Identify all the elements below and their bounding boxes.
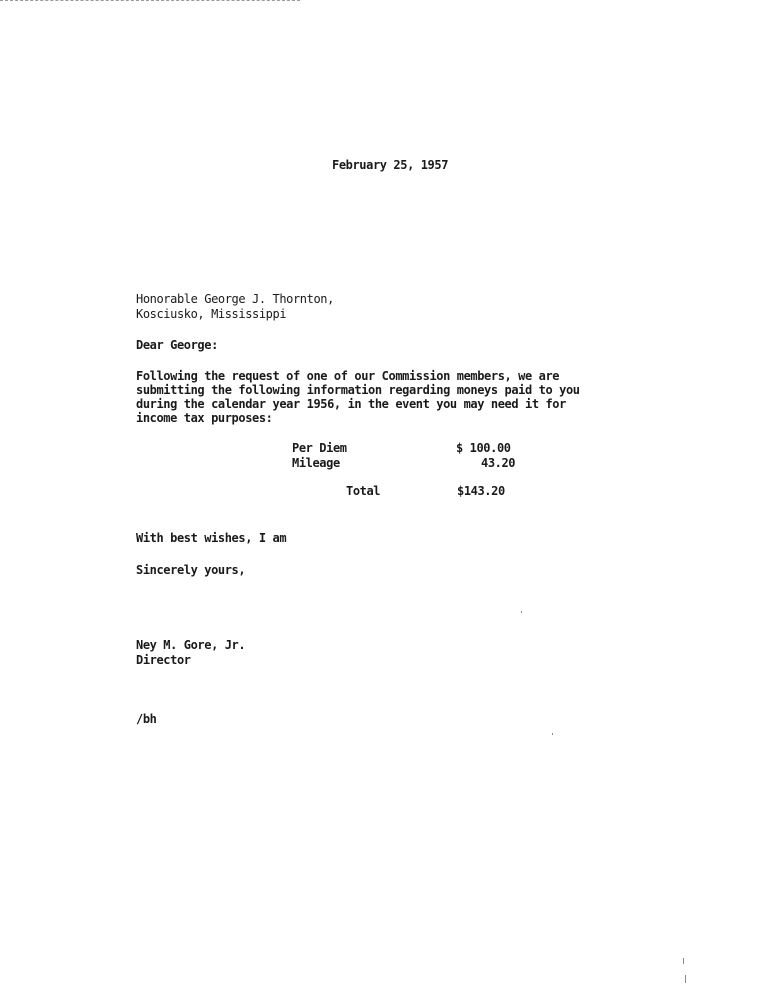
per-diem-value: $ 100.00	[456, 441, 511, 455]
signatory-name: Ney M. Gore, Jr.	[136, 638, 246, 652]
body-line: during the calendar year 1956, in the event you may need it for	[136, 397, 566, 411]
mileage-value: 43.20	[481, 456, 516, 470]
body-line: submitting the following information regarding moneys paid to you	[136, 383, 580, 397]
reference-initials: /bh	[136, 712, 157, 726]
total-label: Total	[346, 484, 381, 498]
salutation: Dear George:	[136, 338, 218, 352]
complimentary-close: Sincerely yours,	[136, 563, 246, 577]
scan-speck	[552, 733, 553, 735]
recipient-name: Honorable George J. Thornton,	[136, 292, 334, 306]
mileage-label: Mileage	[292, 456, 340, 470]
scan-speck	[521, 611, 522, 613]
closing-line: With best wishes, I am	[136, 531, 287, 545]
body-line: income tax purposes:	[136, 411, 273, 425]
per-diem-label: Per Diem	[292, 441, 347, 455]
top-edge-rule	[0, 0, 300, 1]
body-paragraph	[136, 369, 636, 425]
recipient-location: Kosciusko, Mississippi	[136, 307, 287, 321]
scan-speck	[683, 958, 684, 964]
letter-date: February 25, 1957	[332, 158, 449, 172]
scan-speck	[685, 975, 686, 983]
total-value: $143.20	[457, 484, 505, 498]
body-line: Following the request of one of our Commission members, we are	[136, 369, 560, 383]
signatory-title: Director	[136, 653, 191, 667]
